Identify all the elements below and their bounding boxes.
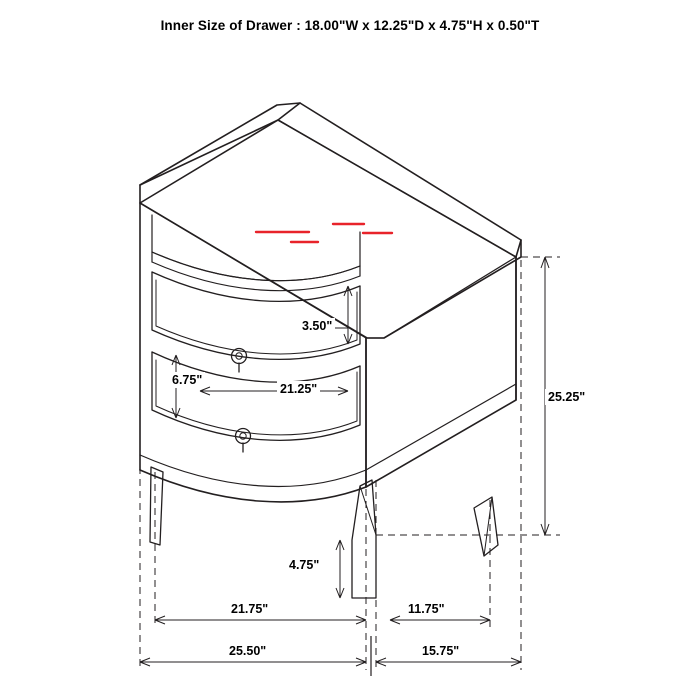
dim-label-drawer-front-height: 3.50": [299, 318, 335, 334]
dim-front-width: [155, 616, 366, 624]
dim-leg-height: [336, 540, 344, 598]
drawer-lower: [152, 352, 360, 452]
page-title: Inner Size of Drawer : 18.00"W x 12.25"D x 4.75"H x 0.50"T: [160, 18, 540, 33]
dim-label-side-depth: 11.75": [405, 601, 448, 617]
dim-drawer-front-width: [200, 387, 348, 395]
legs: [150, 467, 498, 598]
dim-overall-depth: [376, 658, 521, 666]
dim-drawer-front-height: [300, 286, 352, 344]
dim-overall-width: [140, 658, 366, 666]
dim-label-overall-width: 25.50": [226, 643, 269, 659]
dim-label-overall-depth: 15.75": [419, 643, 462, 659]
dim-label-overall-height: 25.25": [545, 389, 588, 405]
dim-label-lower-drawer-height: 6.75": [169, 372, 205, 388]
dim-label-front-width: 21.75": [228, 601, 271, 617]
open-shelf: [152, 215, 360, 291]
cabinet-body: [140, 203, 516, 502]
dim-label-leg-height: 4.75": [286, 557, 322, 573]
dimension-lines: [140, 203, 560, 676]
dim-label-drawer-front-width: 21.25": [277, 381, 320, 397]
dim-side-depth: [390, 616, 490, 624]
top-panel: [140, 103, 521, 338]
accent-marks: [256, 224, 392, 242]
